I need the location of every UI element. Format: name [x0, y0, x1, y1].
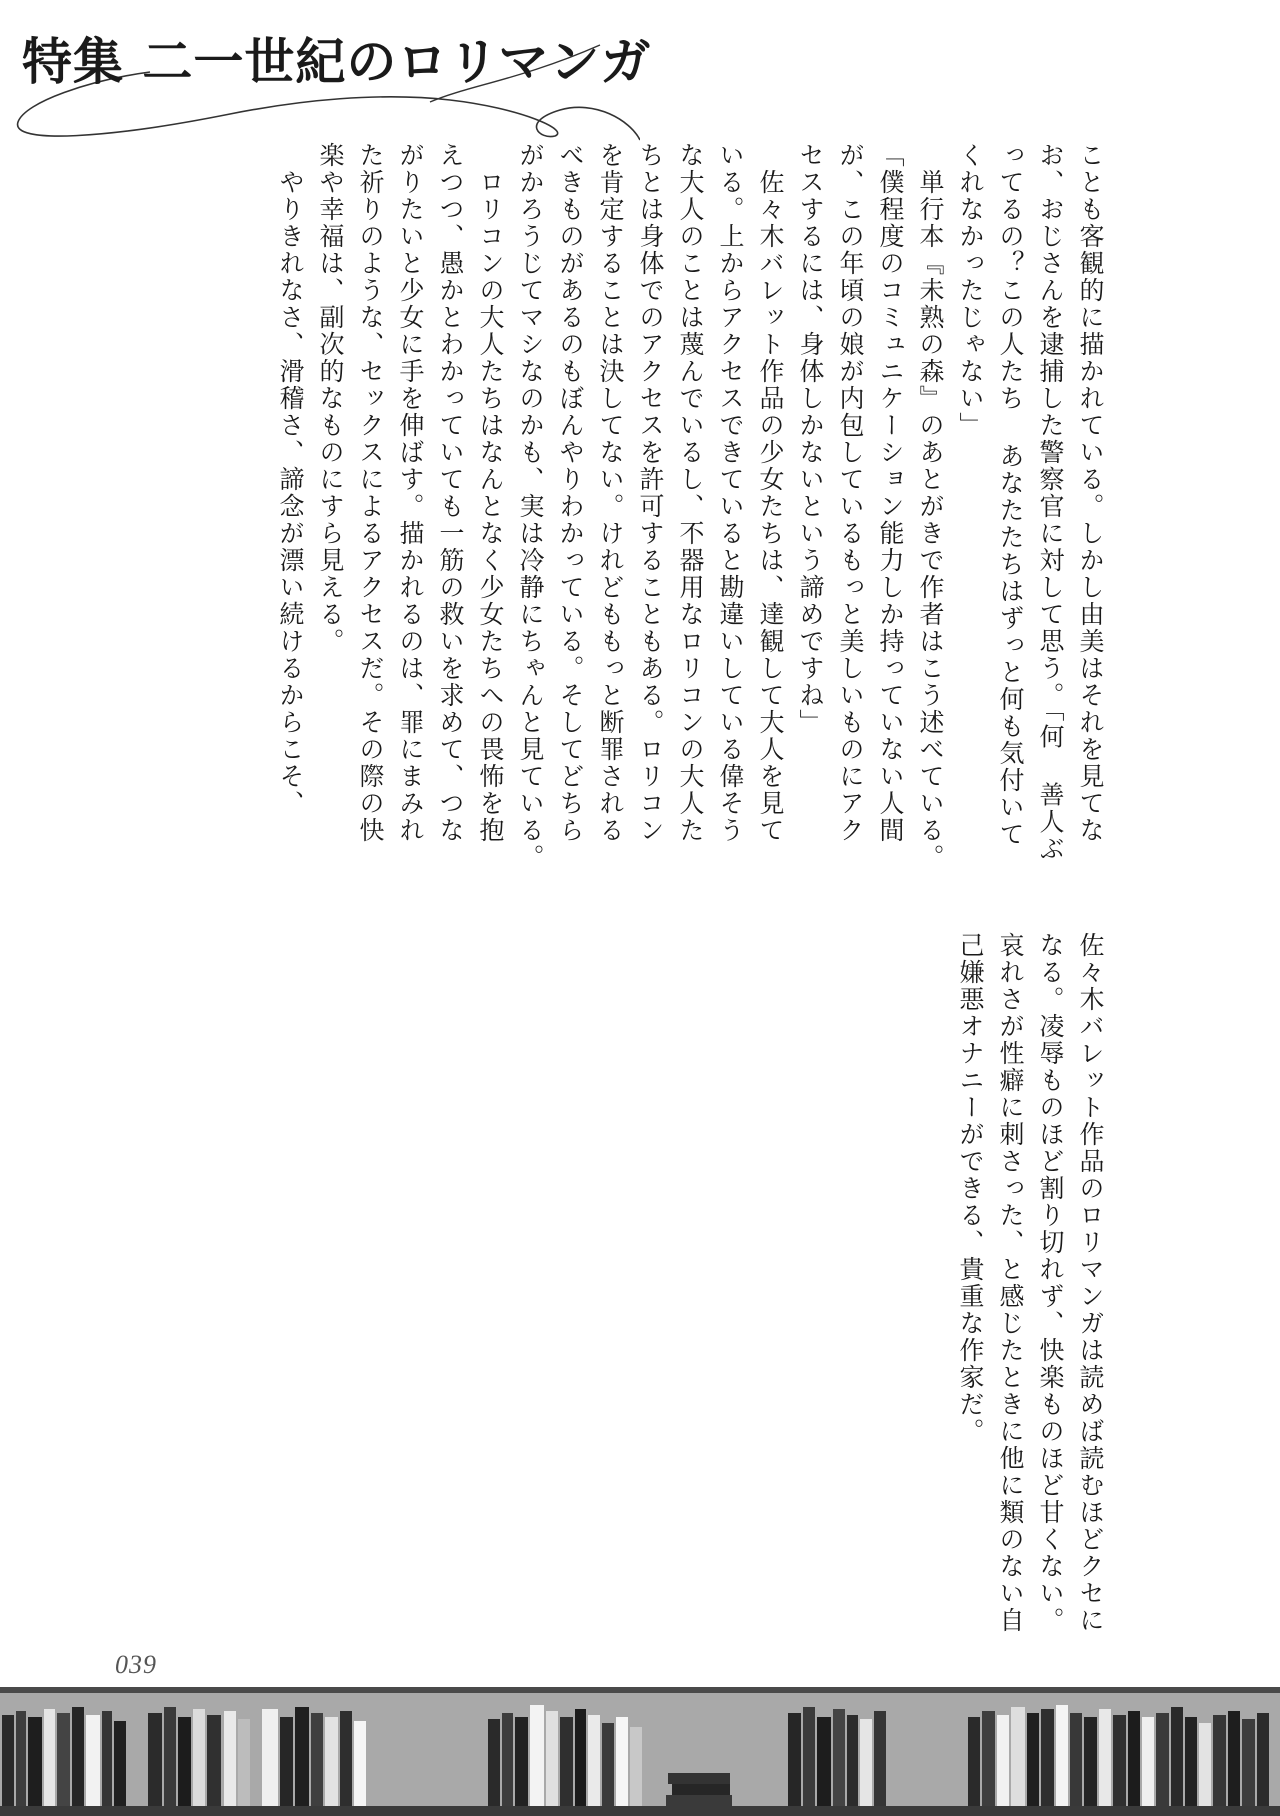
book — [16, 1711, 26, 1806]
text-column: いる。上からアクセスできていると勘違いしている偉そう — [716, 142, 745, 844]
book — [207, 1715, 221, 1806]
book — [833, 1709, 845, 1806]
book-stack-lying — [666, 1773, 732, 1806]
text-column: お、おじさんを逮捕した警察官に対して思う。「何 善人ぶ — [1036, 142, 1065, 863]
book — [982, 1711, 995, 1806]
book — [325, 1717, 338, 1806]
book-group-1 — [2, 1707, 126, 1806]
text-column: 哀れさが性癖に刺さった、と感じたときに他に類のない自 — [996, 932, 1025, 1634]
book — [997, 1715, 1009, 1806]
text-column: ちとは身体でのアクセスを許可することもある。ロリコン — [636, 142, 665, 844]
book — [672, 1784, 730, 1795]
book — [616, 1717, 628, 1806]
text-column: を肯定することは決してない。けれどももっと断罪される — [596, 142, 625, 844]
book — [546, 1711, 558, 1806]
text-column: セスするには、身体しかないという諦めですね」 — [796, 142, 825, 736]
book — [178, 1717, 191, 1806]
book — [238, 1719, 250, 1806]
book — [1027, 1713, 1039, 1806]
text-column: 「僕程度のコミュニケーション能力しか持っていない人間 — [876, 142, 905, 844]
book — [1084, 1717, 1097, 1806]
text-column: がりたいと少女に手を伸ばす。描かれるのは、罪にまみれ — [396, 142, 425, 844]
book-group-4 — [488, 1705, 642, 1806]
book — [1213, 1715, 1226, 1806]
text-column: 佐々木バレット作品の少女たちは、達観して大人を見て — [756, 142, 785, 844]
book — [1171, 1707, 1183, 1806]
book — [28, 1717, 42, 1806]
text-column: ロリコンの大人たちはなんとなく少女たちへの畏怖を抱 — [476, 142, 505, 844]
text-column: くれなかったじゃない」 — [956, 142, 985, 439]
book — [1041, 1709, 1054, 1806]
book — [488, 1719, 500, 1806]
book — [1142, 1717, 1154, 1806]
shelf-top-line — [0, 1687, 1280, 1693]
book — [630, 1727, 642, 1806]
book — [668, 1773, 730, 1784]
text-column: た祈りのような、セックスによるアクセスだ。その際の快 — [356, 142, 385, 844]
book — [295, 1707, 309, 1806]
text-column: が、この年頃の娘が内包しているもっと美しいものにアク — [836, 142, 865, 844]
book — [1156, 1713, 1169, 1806]
page-number: 039 — [115, 1650, 157, 1679]
article-body — [110, 142, 1115, 1634]
text-column: ことも客観的に描かれている。しかし由美はそれを見てな — [1076, 142, 1105, 844]
book — [560, 1717, 573, 1806]
book — [1099, 1709, 1111, 1806]
book — [2, 1715, 14, 1806]
book — [1185, 1717, 1197, 1806]
text-column: がかろうじてマシなのかも、実は冷静にちゃんと見ている。 — [516, 142, 545, 871]
text-column: なる。凌辱ものほど割り切れず、快楽ものほど甘くない。 — [1036, 932, 1065, 1634]
book — [874, 1711, 886, 1806]
book — [354, 1721, 366, 1806]
bookshelf-band — [0, 1687, 1280, 1816]
book — [311, 1713, 323, 1806]
text-column: 佐々木バレット作品のロリマンガは読めば読むほどクセに — [1076, 932, 1105, 1634]
book — [148, 1713, 162, 1806]
book — [1257, 1713, 1269, 1806]
book — [817, 1717, 831, 1806]
shelf-bottom-line — [0, 1806, 1280, 1816]
book — [575, 1709, 586, 1806]
book — [72, 1707, 84, 1806]
text-column: ってるの？この人たち あなたたちはずっと何も気付いて — [996, 142, 1025, 848]
book — [1228, 1711, 1240, 1806]
book — [515, 1717, 528, 1806]
book — [1113, 1715, 1126, 1806]
book — [847, 1715, 858, 1806]
text-column: 単行本『未熟の森』のあとがきで作者はこう述べている。 — [916, 142, 945, 871]
book-group-3 — [262, 1707, 366, 1806]
book — [164, 1707, 176, 1806]
book — [340, 1711, 352, 1806]
page-title: 特集 二一世紀のロリマンガ — [22, 32, 652, 91]
text-column: 己嫌悪オナニーができる、貴重な作家だ。 — [956, 932, 985, 1445]
text-column: えつつ、愚かとわかっていても一筋の救いを求めて、つな — [436, 142, 465, 844]
book — [588, 1715, 600, 1806]
text-column: やりきれなさ、滑稽さ、諦念が漂い続けるからこそ、 — [276, 142, 305, 817]
book — [788, 1713, 801, 1806]
book — [860, 1719, 872, 1806]
book — [86, 1715, 100, 1806]
book — [193, 1709, 205, 1806]
book — [280, 1717, 293, 1806]
book — [102, 1711, 112, 1806]
book — [44, 1709, 55, 1806]
book — [1070, 1713, 1082, 1806]
book — [530, 1705, 544, 1806]
book — [968, 1717, 980, 1806]
book — [602, 1723, 614, 1806]
text-column: な大人のことは蔑んでいるし、不器用なロリコンの大人た — [676, 142, 705, 844]
book — [262, 1709, 278, 1806]
book — [1199, 1723, 1211, 1806]
book — [1242, 1719, 1255, 1806]
book — [803, 1707, 815, 1806]
book — [114, 1721, 126, 1806]
book — [224, 1711, 236, 1806]
text-column: 楽や幸福は、副次的なものにすら見える。 — [316, 142, 345, 655]
book — [1128, 1711, 1140, 1806]
book — [502, 1713, 513, 1806]
book — [1056, 1705, 1068, 1806]
book — [666, 1795, 732, 1806]
book — [1011, 1707, 1025, 1806]
book — [57, 1713, 70, 1806]
text-column: べきものがあるのもぼんやりわかっている。そしてどちら — [556, 142, 585, 844]
book-group-6 — [968, 1705, 1269, 1806]
